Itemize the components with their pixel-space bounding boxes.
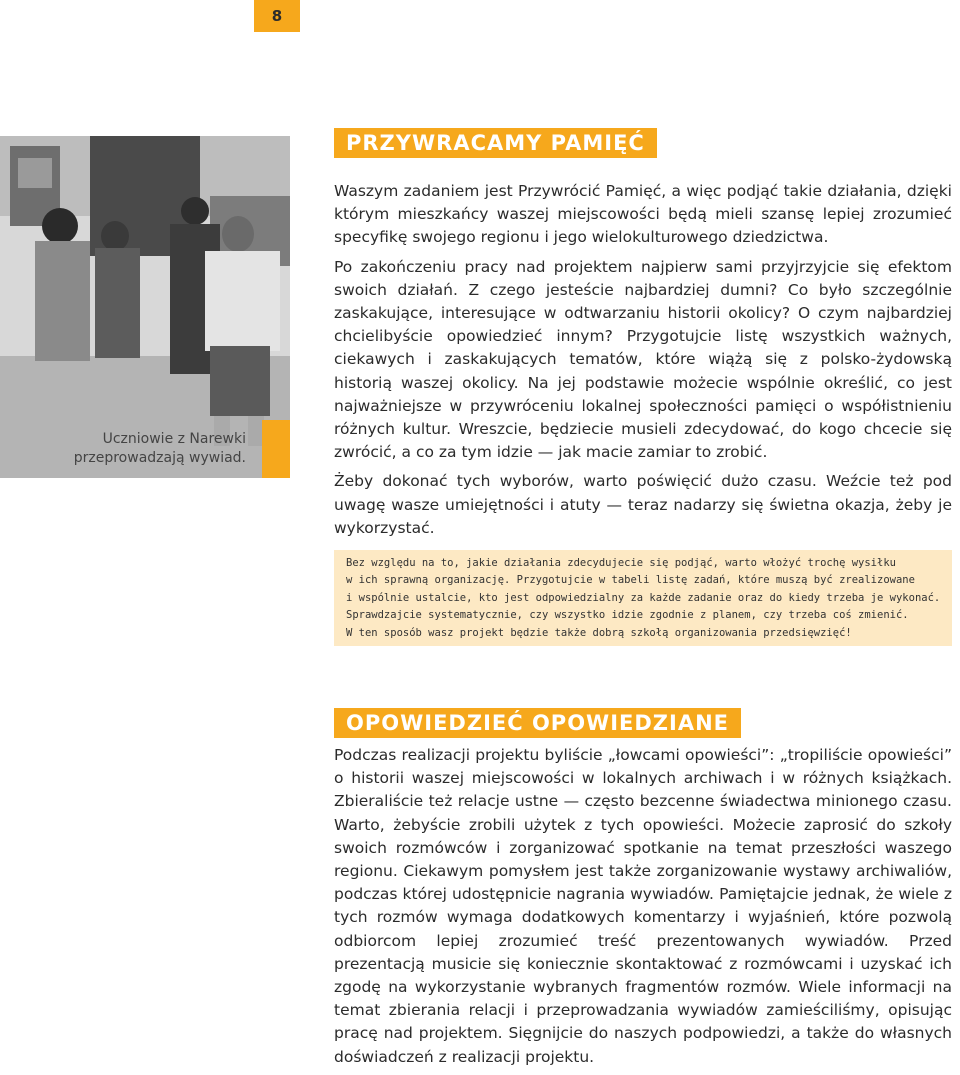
section-body-opowiedziec (334, 744, 952, 1075)
tip-line: W ten sposób wasz projekt będzie także dobrą szkołą organizowania przedsięwzięć! (346, 626, 852, 639)
tip-box (334, 550, 952, 646)
tip-line: w ich sprawną organizację. Przygotujcie w tabeli listę zadań, które muszą być zrealizowane (346, 574, 915, 587)
section-heading-przywracamy: PRZYWRACAMY PAMIĘĆ (334, 128, 657, 158)
tip-line: i wspólnie ustalcie, kto jest odpowiedzialny za każde zadanie oraz do kiedy trzeba je wykonać. (346, 591, 940, 604)
paragraph: Żeby dokonać tych wyborów, warto poświęcić dużo czasu. Weźcie też pod uwagę wasze umiejętności i atuty — teraz nadarzy się świetna okazja, żeby je wykorzystać. (334, 472, 952, 537)
tip-line: Bez względu na to, jakie działania zdecydujecie się podjąć, warto włożyć trochę wysiłku (346, 557, 896, 569)
caption-accent-bar (262, 420, 290, 478)
interview-photo (0, 136, 290, 478)
paragraph: Waszym zadaniem jest Przywrócić Pamięć, a więc podjąć takie działania, dzięki którym mieszkańcy waszej miejscowości będą mieli szansę lepiej zrozumieć specyfikę swojego regionu i jego wielokulturowego dziedzictwa. (334, 182, 952, 247)
tip-line: Sprawdzajcie systematycznie, czy wszystko idzie zgodnie z planem, czy trzeba coś zmienić. (346, 609, 909, 622)
section-heading-opowiedziec: OPOWIEDZIEĆ OPOWIEDZIANE (334, 708, 741, 738)
photo-caption: Uczniowie z Narewki przeprowadzają wywiad. (73, 431, 246, 466)
section-body-przywracamy (334, 180, 952, 546)
paragraph: Podczas realizacji projektu byliście „łowcami opowieści”: „tropiliście opowieści” o historii waszej miejscowości w lokalnych archiwach i w różnych książkach. Zbieraliście też relacje ustne — często bezcenne świadectwa minionego czasu. Warto, żebyście zrobili użytek z tych opowieści. Możecie zaprosić do szkoły swoich rozmówców i zorganizować spotkanie na temat przeszłości waszego regionu. Ciekawym pomysłem jest także zorganizowanie wystawy archiwaliów, podczas której udostępnicie nagrania wywiadów. Pamiętajcie jednak, że wiele z tych rozmów wymaga dodatkowych komentarzy i wyjaśnień, które pozwolą odbiorcom lepiej zrozumieć treść prezentowanych wywiadów. Przed prezentacją musicie się koniecznie skontaktować z rozmówcami i uzyskać ich zgodę na wykorzystanie wybranych fragmentów rozmów. Wiele informacji na temat zbierania relacji i przeprowadzania wywiadów zamieściliśmy, opisując pracę nad projektem. Sięgnijcie do naszych podpowiedzi, a także do własnych doświadczeń z realizacji projektu. (334, 746, 952, 1066)
photo-illustration (0, 136, 290, 478)
paragraph: Po zakończeniu pracy nad projektem najpierw sami przyjrzyjcie się efektom swoich działań. Z czego jesteście najbardziej dumni? Co było szczególnie zaskakujące, interesujące w odtwarzaniu historii okolicy? O czym najbardziej chcielibyście opowiedzieć innym? Przygotujcie listę wszystkich ważnych, ciekawych i zaskakujących tematów, które wiążą się z polsko-żydowską historią waszej okolicy. Na jej podstawie możecie wspólnie określić, co jest najważniejsze w przywróceniu lokalnej społeczności pamięci o współistnieniu różnych kultur. Wreszcie, będziecie musieli zdecydować, do kogo chcecie się zwrócić, a co za tym idzie — jak macie zamiar to zrobić. (334, 257, 952, 462)
page-number: 8 (254, 0, 300, 32)
